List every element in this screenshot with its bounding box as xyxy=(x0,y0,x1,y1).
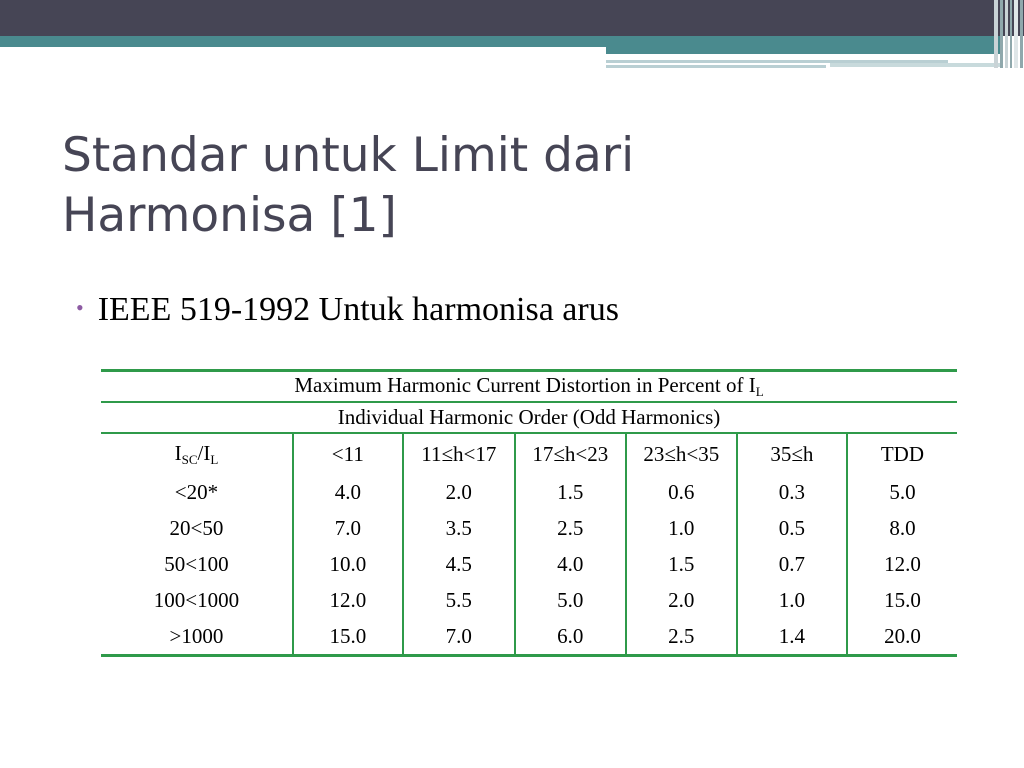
bullet-text: IEEE 519-1992 Untuk harmonisa arus xyxy=(97,291,619,328)
table-caption-main: Maximum Harmonic Current Distortion in Percent of $I_L$ xyxy=(101,371,957,403)
table-subcaption-row xyxy=(101,402,957,433)
column-header-isc-il: $I_{SC}/I_L$ xyxy=(101,433,293,474)
table-row xyxy=(101,510,957,546)
column-header: TDD xyxy=(880,441,925,466)
table-row xyxy=(101,474,957,510)
table-cell: 7.0 xyxy=(293,510,403,546)
row-label: 100<1000 xyxy=(101,582,293,618)
table-cell: 12.0 xyxy=(884,551,921,576)
decorative-line xyxy=(606,65,826,68)
table-cell: 1.0 xyxy=(737,582,847,618)
table-cell: 4.0 xyxy=(515,546,626,582)
bullet-item xyxy=(76,290,876,333)
table-cell: 3.5 xyxy=(403,510,515,546)
table-cell: 5.0 xyxy=(889,479,916,504)
table-cell: 5.5 xyxy=(403,582,515,618)
table-cell: 2.0 xyxy=(403,474,515,510)
table-row xyxy=(101,546,957,582)
slide-title-line-1: Standar untuk Limit dari xyxy=(62,128,635,183)
table-cell: 15.0 xyxy=(293,618,403,656)
column-header: <11 xyxy=(293,433,403,474)
table-cell: 1.5 xyxy=(515,474,626,510)
column-header-row xyxy=(101,433,957,474)
teal-accent-band-lower xyxy=(606,47,1000,54)
table-cell: 5.0 xyxy=(515,582,626,618)
row-label: >1000 xyxy=(101,618,293,656)
column-header: 35≤h xyxy=(737,433,847,474)
table-cell: 0.6 xyxy=(626,474,737,510)
table-caption-sub: Individual Harmonic Order (Odd Harmonics) xyxy=(101,402,957,433)
table-cell: 2.5 xyxy=(626,618,737,656)
table-cell: 1.0 xyxy=(626,510,737,546)
table-cell: 0.7 xyxy=(737,546,847,582)
table-row xyxy=(101,582,957,618)
row-label: 50<100 xyxy=(101,546,293,582)
column-header: 17≤h<23 xyxy=(515,433,626,474)
harmonic-limits-table xyxy=(101,369,957,657)
table-cell: 7.0 xyxy=(403,618,515,656)
teal-accent-band xyxy=(0,36,1000,47)
top-banner-bar xyxy=(0,0,1024,36)
bullet-dot-icon: • xyxy=(76,295,84,320)
decorative-line xyxy=(830,63,1000,67)
table-cell: 1.4 xyxy=(737,618,847,656)
row-label: <20* xyxy=(101,474,293,510)
table-cell: 10.0 xyxy=(293,546,403,582)
table-cell: 6.0 xyxy=(515,618,626,656)
decorative-vertical-stripes xyxy=(994,0,1024,68)
slide-title-line-2: Harmonisa [1] xyxy=(62,188,397,243)
table-cell: 1.5 xyxy=(626,546,737,582)
row-label: 20<50 xyxy=(101,510,293,546)
table-row xyxy=(101,618,957,656)
column-header: 11≤h<17 xyxy=(403,433,515,474)
table-cell: 4.5 xyxy=(403,546,515,582)
table-cell: 4.0 xyxy=(293,474,403,510)
table-cell: 2.0 xyxy=(626,582,737,618)
table-cell: 8.0 xyxy=(889,515,916,540)
table-caption-row xyxy=(101,371,957,403)
table-cell: 0.5 xyxy=(737,510,847,546)
slide-title xyxy=(62,126,882,246)
table-cell: 20.0 xyxy=(847,618,957,656)
table-cell: 12.0 xyxy=(293,582,403,618)
table-cell: 2.5 xyxy=(515,510,626,546)
table-cell: 15.0 xyxy=(884,587,921,612)
table-cell: 0.3 xyxy=(737,474,847,510)
column-header: 23≤h<35 xyxy=(626,433,737,474)
